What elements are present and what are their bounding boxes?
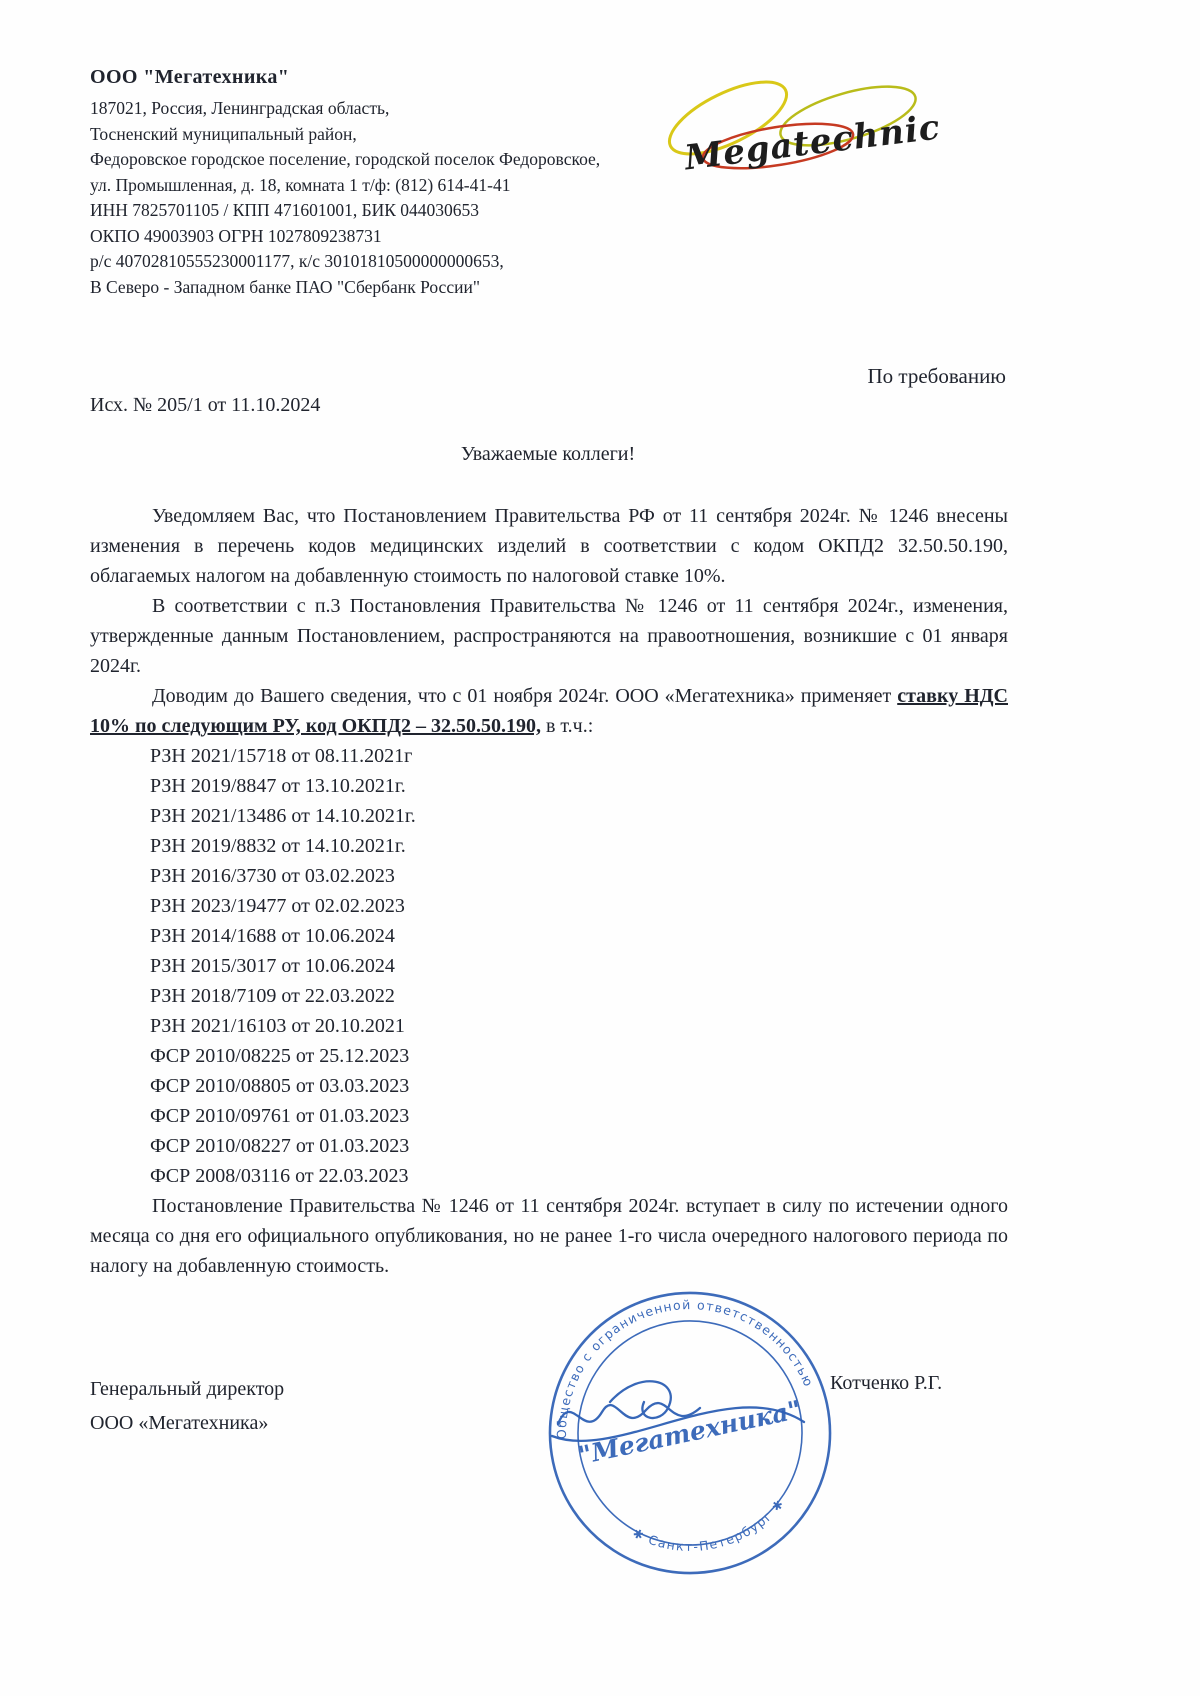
registration-item: РЗН 2016/3730 от 03.02.2023 [150,865,395,887]
stamp-ring-text-bottom: ✱ Санкт-Петербург ✱ [630,1495,788,1554]
to-requirement-label: По требованию [867,364,1006,388]
paragraph-3-lead: Доводим до Вашего сведения, что с 01 ноября 2024г. ООО «Мегатехника» применяет [152,685,898,707]
signer-title-line1: Генеральный директор [90,1378,285,1400]
svg-text:✱ Санкт-Петербург ✱ [628,1494,794,1569]
address-line: Федоровское городское поселение, городской поселок Федоровское, [90,149,601,169]
salutation: Уважаемые коллеги! [460,443,636,465]
registration-item: РЗН 2021/16103 от 20.10.2021 [150,1015,405,1037]
paragraph-3 [90,681,1008,741]
logo-text: Megatechnica [682,104,940,179]
company-name: ООО "Мегатехника" [90,66,290,88]
signer-title-line2: ООО «Мегатехника» [90,1412,269,1434]
address-line: В Северо - Западном банке ПАО "Сбербанк России" [90,276,480,297]
letter-body [90,501,1008,1281]
paragraph-3-emphasis: ставку НДС 10% по следующим РУ, код ОКПД2 – 32.50.50.190, [90,685,1008,737]
signer-name: Котченко Р.Г. [830,1372,943,1394]
registration-item: РЗН 2019/8832 от 14.10.2021г. [150,835,406,857]
registration-item: ФСР 2010/09761 от 01.03.2023 [150,1105,410,1127]
registration-item: ФСР 2010/08805 от 03.03.2023 [150,1075,410,1097]
closing-paragraph: Постановление Правительства № 1246 от 11 сентября 2024г. вступает в силу по истечении одного месяца со дня его официального опубликования, но не ранее 1-го числа очередного налогового периода по налогу на добавленную стоимость. [90,1195,1008,1277]
address-line: 187021, Россия, Ленинградская область, [90,98,390,118]
address-line: р/с 40702810555230001177, к/с 30101810500000000653, [90,251,504,271]
ref-number: Исх. № 205/1 от 11.10.2024 [90,394,321,416]
registration-item: ФСР 2010/08227 от 01.03.2023 [150,1135,410,1157]
signature-titles [90,1372,284,1440]
address-line: Тосненский муниципальный район, [90,123,357,144]
registration-item: ФСР 2010/08225 от 25.12.2023 [150,1045,410,1067]
company-logo [650,72,940,197]
stamp-center-text: "Мегатехника" [576,1394,804,1471]
logo-graphic-icon [650,72,940,197]
handwritten-signature [548,1362,810,1477]
registration-item: РЗН 2015/3017 от 10.06.2024 [150,955,395,977]
registration-item: РЗН 2021/13486 от 14.10.2021г. [150,805,416,827]
stamp-ring-text-top: Общество с ограниченной ответственностью [554,1297,817,1440]
registration-item: РЗН 2014/1688 от 10.06.2024 [150,925,395,947]
registration-item: РЗН 2019/8847 от 13.10.2021г. [150,775,406,797]
signature-icon [548,1362,810,1477]
address-line: ул. Промышленная, д. 18, комната 1 т/ф: (812) 614-41-41 [90,174,511,195]
address-line: ОКПО 49003903 ОГРН 1027809238731 [90,225,382,246]
registration-list [90,741,1008,1191]
registration-item: ФСР 2008/03116 от 22.03.2023 [150,1165,409,1187]
address-line: ИНН 7825701105 / КПП 471601001, БИК 044030653 [90,200,480,220]
paragraph-1: Уведомляем Вас, что Постановлением Правительства РФ от 11 сентября 2024г. № 1246 внесены изменения в перечень кодов медицинских изделий в соответствии с кодом ОКПД2 32.50.50.190, облагаемых налогом на добавленную стоимость по налоговой ставке 10%. [90,505,1008,587]
paragraph-3-tail: в т.ч.: [540,715,594,737]
paragraph-2: В соответствии с п.3 Постановления Правительства № 1246 от 11 сентября 2024г., изменения, утвержденные данным Постановлением, распространяются на правоотношения, возникшие с 01 января 2024г. [90,595,1008,677]
registration-item: РЗН 2023/19477 от 02.02.2023 [150,895,405,917]
registration-item: РЗН 2018/7109 от 22.03.2022 [150,985,395,1007]
company-header [90,66,730,300]
registration-item: РЗН 2021/15718 от 08.11.2021г [150,745,413,767]
